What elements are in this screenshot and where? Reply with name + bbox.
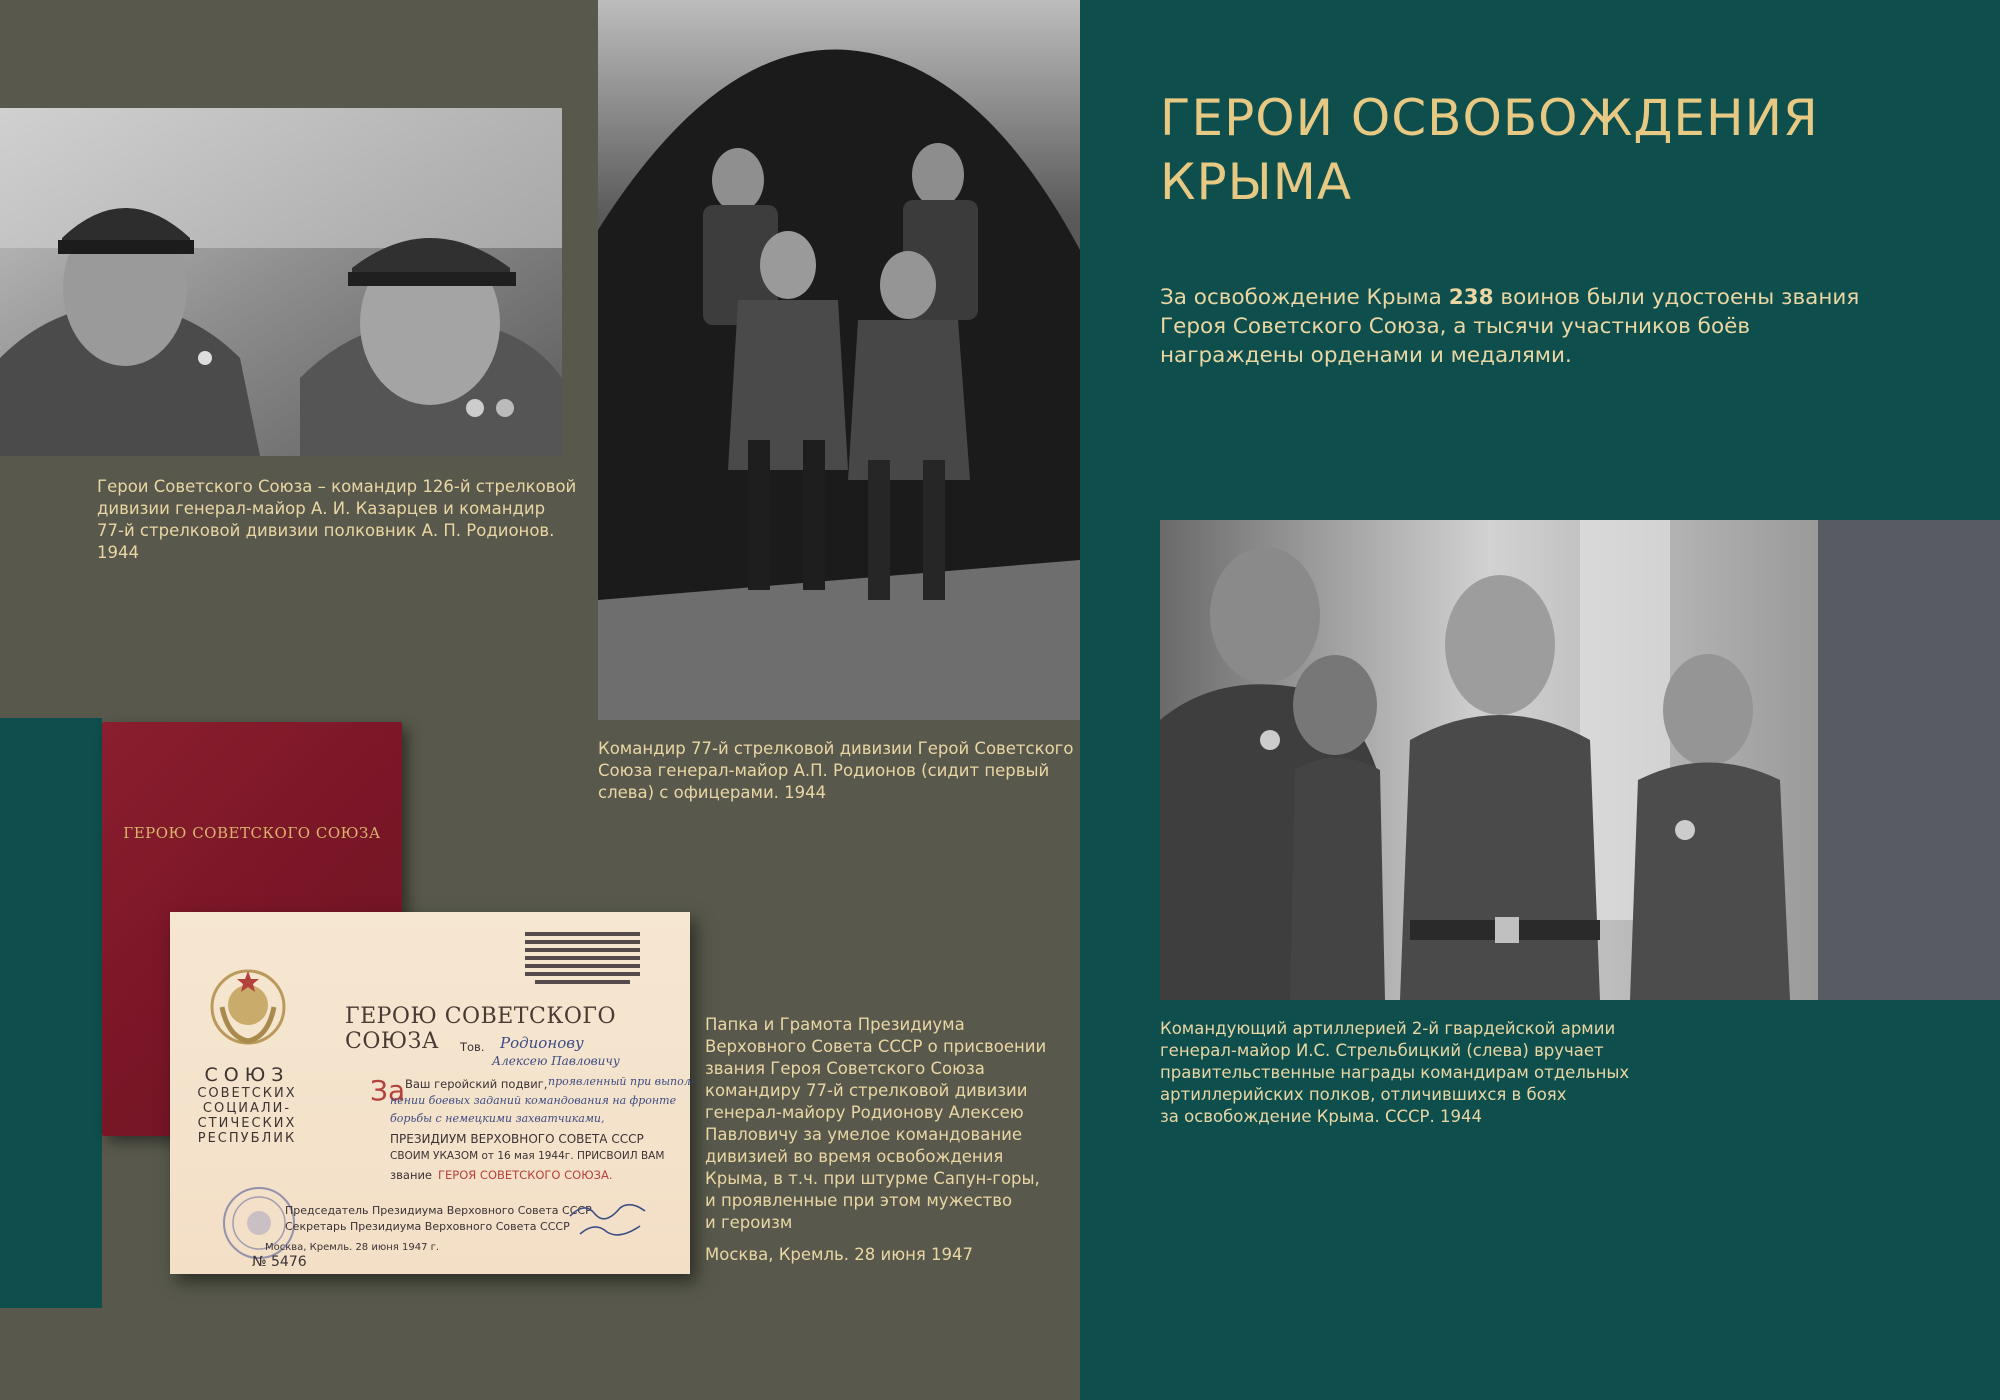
cert-zvanie: ГЕРОЯ СОВЕТСКОГО СОЮЗА. xyxy=(438,1168,613,1182)
caption-line: Папка и Грамота Президиума xyxy=(705,1015,965,1034)
caption-line: правительственные награды командирам отдельных xyxy=(1160,1063,1630,1082)
title-line: ГЕРОИ ОСВОБОЖДЕНИЯ xyxy=(1160,89,1819,147)
caption-place-date: Москва, Кремль. 28 июня 1947 xyxy=(705,1245,974,1264)
caption-line: Союза генерал-майор А.П. Родионов (сидит первый xyxy=(598,761,1050,780)
caption-photo-award-ceremony xyxy=(1160,1018,1720,1128)
soyuz-line: СОВЕТСКИХ xyxy=(197,1086,297,1101)
soyuz-line: РЕСПУБЛИК xyxy=(197,1131,297,1146)
ussr-emblem-icon xyxy=(208,967,288,1047)
caption-line: дивизии генерал-майор А. И. Казарцев и командир xyxy=(97,499,546,518)
caption-line: генерал-майору Родионову Алексею xyxy=(705,1103,1024,1122)
intro-before: За освобождение Крыма xyxy=(1160,285,1449,310)
caption-line: Герои Советского Союза – командир 126-й стрелковой xyxy=(97,477,577,496)
soyuz-word: СОЮЗ xyxy=(204,1064,290,1086)
intro-text xyxy=(1160,283,1860,370)
intro-after: воинов были удостоены звания Героя Советского Союза, а тысячи участников боёв награждены орденами и медалями. xyxy=(1160,285,1860,368)
caption-line: звания Героя Советского Союза xyxy=(705,1059,985,1078)
caption-line: Павловичу за умелое командование xyxy=(705,1125,1023,1144)
photo-officers-group xyxy=(598,0,1080,720)
caption-line: командиру 77-й стрелковой дивизии xyxy=(705,1081,1028,1100)
photo-two-officers xyxy=(0,108,562,456)
caption-line: 77-й стрелковой дивизии полковник А. П. Родионов. 1944 xyxy=(97,521,555,562)
caption-document xyxy=(705,1014,1065,1266)
decorative-text-block xyxy=(525,930,645,990)
soyuz-line: СТИЧЕСКИХ xyxy=(197,1116,297,1131)
cert-hand2: нении боевых заданий командования на фронте xyxy=(390,1094,677,1107)
caption-line: и проявленные при этом мужество xyxy=(705,1191,1013,1210)
certificate-heading: ГЕРОЮ СОВЕТСКОГО СОЮЗА xyxy=(345,1004,616,1054)
caption-line: Верховного Совета СССР о присвоении xyxy=(705,1037,1047,1056)
cert-kremlin: Москва, Кремль. 28 июня 1947 г. xyxy=(265,1242,440,1253)
photo-award-ceremony xyxy=(1160,520,1818,1000)
title-line: КРЫМА xyxy=(1160,153,1353,211)
caption-line: слева) с офицерами. 1944 xyxy=(598,783,827,802)
cert-surname: Родионову xyxy=(500,1034,584,1052)
caption-line: дивизией во время освобождения xyxy=(705,1147,1004,1166)
cert-za: За xyxy=(370,1074,406,1107)
page-title xyxy=(1160,86,1920,214)
cert-presidium: ПРЕЗИДИУМ ВЕРХОВНОГО СОВЕТА СССР xyxy=(390,1132,644,1146)
folder-title: ГЕРОЮ СОВЕТСКОГО СОЮЗА xyxy=(123,824,381,842)
soyuz-line: СОЦИАЛИ- xyxy=(202,1101,292,1116)
caption-line: артиллерийских полков, отличившихся в боях xyxy=(1160,1085,1567,1104)
cert-decree: СВОИМ УКАЗОМ от 16 мая 1944г. ПРИСВОИЛ ВАМ xyxy=(390,1150,665,1162)
cert-secretary: Секретарь Президиума Верховного Совета СССР xyxy=(285,1220,570,1233)
intro-number: 238 xyxy=(1448,285,1494,310)
cert-chairman: Председатель Президиума Верховного Совета СССР xyxy=(285,1204,592,1217)
cert-name: Алексею Павловичу xyxy=(492,1054,620,1068)
cert-text1: Ваш геройский подвиг, xyxy=(405,1077,548,1091)
caption-line: за освобождение Крыма. СССР. 1944 xyxy=(1160,1107,1482,1126)
caption-line: и героизм xyxy=(705,1213,793,1232)
signature-icon xyxy=(565,1196,655,1241)
caption-photo-officers-group xyxy=(598,738,1078,804)
left-teal-band xyxy=(0,718,102,1308)
caption-line: Крыма, в т.ч. при штурме Сапун-горы, xyxy=(705,1169,1040,1188)
cert-tov: Тов. xyxy=(460,1040,485,1054)
hero-certificate xyxy=(170,912,695,1274)
cert-hand3: борьбы с немецкими захватчиками, xyxy=(390,1112,605,1125)
cert-zvanie-prefix: звание xyxy=(390,1168,433,1182)
caption-photo-two-officers xyxy=(97,476,577,564)
cert-number: № 5476 xyxy=(252,1254,307,1270)
cert-hand1: проявленный при выпол- xyxy=(548,1075,695,1088)
certificate-soyuz-block xyxy=(192,1064,302,1146)
caption-line: Командующий артиллерией 2-й гвардейской армии xyxy=(1160,1019,1616,1038)
caption-line: генерал-майор И.С. Стрельбицкий (слева) вручает xyxy=(1160,1041,1604,1060)
right-gray-band xyxy=(1818,520,2000,1000)
caption-line: Командир 77-й стрелковой дивизии Герой Советского xyxy=(598,739,1074,758)
